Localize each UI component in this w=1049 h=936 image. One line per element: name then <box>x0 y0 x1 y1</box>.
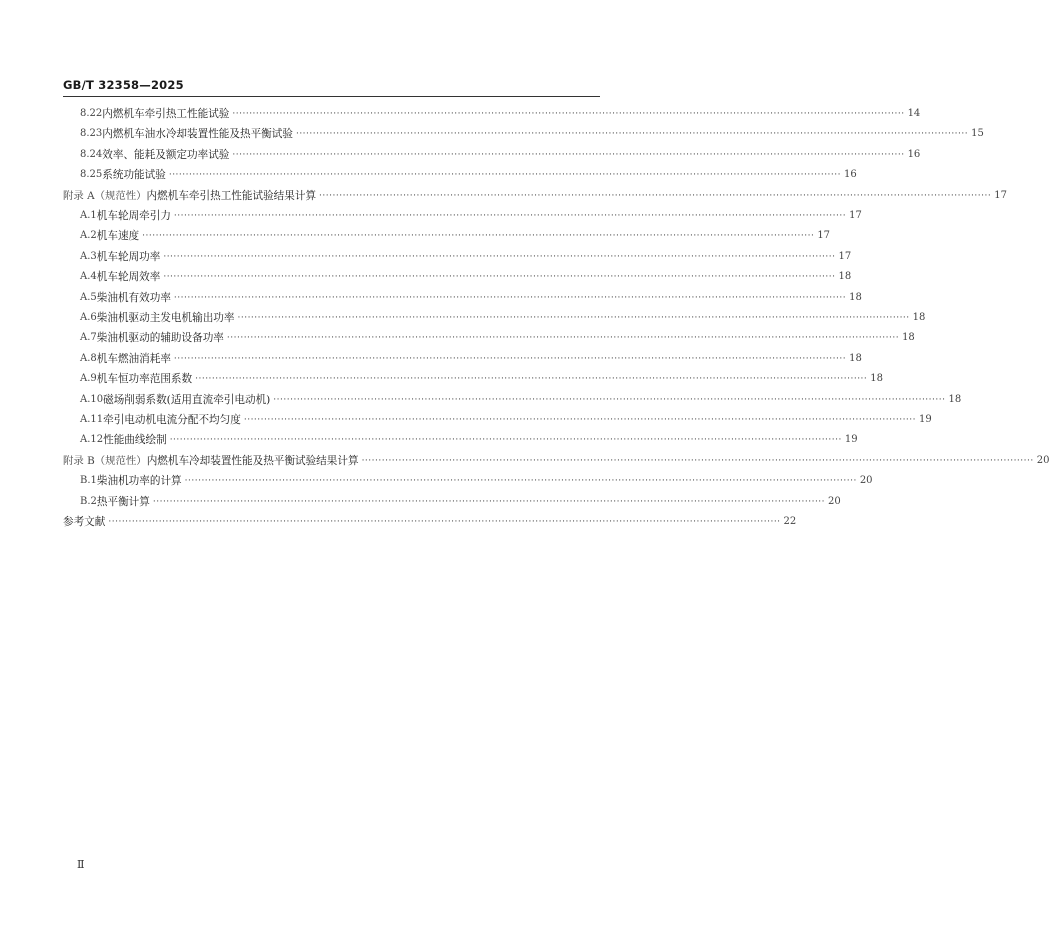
toc-entry-page: 18 <box>912 312 926 323</box>
toc-entry-title: 内燃机车油水冷却装置性能及热平衡试验 <box>102 128 293 141</box>
toc-entry-title: 柴油机驱动主发电机输出功率 <box>96 312 235 324</box>
toc-entry[interactable] <box>63 188 1007 204</box>
toc-dot-leader: ········································································································································································································ <box>184 476 857 487</box>
toc-entry-number: 8.24 <box>80 148 103 160</box>
toc-entry[interactable] <box>80 249 852 265</box>
toc-entry-title: 内燃机车牵引热工性能试验结果计算 <box>146 189 317 202</box>
toc-dot-leader: ········································································································································································································ <box>108 517 781 527</box>
toc-entry[interactable] <box>80 208 862 224</box>
toc-entry-number: B.1 <box>80 475 97 487</box>
toc-entry-title: 机车轮周牵引力 <box>96 210 171 222</box>
toc-entry-page: 17 <box>849 210 862 221</box>
toc-entry[interactable] <box>63 514 797 530</box>
toc-entry-title: 内燃机车冷却装置性能及热平衡试验结果计算 <box>146 454 359 467</box>
toc-dot-leader: ········································································································································································································ <box>163 272 836 283</box>
footer-page-number: Ⅱ <box>77 858 85 871</box>
toc-entry[interactable] <box>80 412 932 428</box>
toc-dot-leader: ········································································································································································································ <box>273 394 946 405</box>
toc-entry[interactable] <box>80 106 921 122</box>
toc-dot-leader: ········································································································································································································ <box>195 374 868 385</box>
toc-dot-leader: ········································································································································································································ <box>173 211 847 221</box>
toc-dot-leader: ········································································································································································································ <box>173 292 847 303</box>
toc-entry-number: A.10 <box>80 393 104 405</box>
toc-entry[interactable] <box>80 167 857 183</box>
toc-entry[interactable] <box>80 351 862 367</box>
toc-dot-leader: ········································································································································································································ <box>361 455 1034 466</box>
toc-entry-number: B.2 <box>80 495 97 507</box>
toc-entry-title: 柴油机功率的计算 <box>96 475 182 488</box>
toc-entry-page: 22 <box>783 516 797 527</box>
toc-dot-leader: ········································································································································································································ <box>163 251 836 262</box>
toc-dot-leader: ········································································································································································································ <box>142 231 815 242</box>
toc-entry-title: 柴油机驱动的辅助设备功率 <box>96 332 224 345</box>
toc-entry-page: 18 <box>838 271 852 283</box>
toc-entry[interactable] <box>80 228 831 244</box>
toc-entry-page: 19 <box>919 414 932 425</box>
toc-entry-page: 16 <box>844 169 857 181</box>
toc-entry-number: A.1 <box>80 210 97 221</box>
toc-dot-leader: ········································································································································································································ <box>168 170 841 181</box>
toc-entry[interactable] <box>80 473 873 489</box>
toc-entry-number: 附录 B（规范性） <box>63 454 147 467</box>
toc-entry-page: 18 <box>849 291 862 303</box>
toc-entry-page: 18 <box>902 332 915 344</box>
toc-entry-page: 17 <box>838 250 852 262</box>
toc-entry-title: 柴油机有效功率 <box>96 291 171 304</box>
toc-entry[interactable] <box>80 290 862 306</box>
toc-entry-number: A.9 <box>80 373 97 385</box>
toc-entry[interactable] <box>80 126 984 142</box>
toc-entry-title: 机车速度 <box>96 230 140 243</box>
toc-dot-leader: ········································································································································································································ <box>232 109 905 119</box>
toc-entry-page: 20 <box>859 475 873 487</box>
toc-entry-number: A.11 <box>80 414 104 425</box>
toc-entry-title: 磁场削弱系数(适用直流牵引电动机) <box>103 393 271 406</box>
toc-entry-title: 效率、能耗及额定功率试验 <box>102 148 230 161</box>
toc-dot-leader: ········································································································································································································ <box>173 353 847 364</box>
toc-entry[interactable] <box>80 310 926 326</box>
toc-dot-leader: ········································································································································································································ <box>226 333 900 344</box>
toc-entry[interactable] <box>63 453 1049 469</box>
toc-entry[interactable] <box>80 269 852 285</box>
toc-entry-title: 机车轮周功率 <box>96 250 161 263</box>
toc-dot-leader: ········································································································································································································ <box>243 415 917 425</box>
toc-entry-title: 机车燃油消耗率 <box>96 352 171 365</box>
toc-entry[interactable] <box>80 432 858 448</box>
toc-entry-number: A.8 <box>80 352 97 364</box>
toc-entry-number: A.4 <box>80 271 97 283</box>
toc-entry-page: 18 <box>948 393 962 405</box>
toc-entry-title: 内燃机车牵引热工性能试验 <box>102 108 230 120</box>
toc-entry-number: 8.22 <box>80 108 103 119</box>
toc-entry-page: 20 <box>1036 454 1049 466</box>
header-rule <box>63 96 600 97</box>
header-code: GB/T 32358—2025 <box>63 78 184 92</box>
toc-entry-title: 牵引电动机电流分配不均匀度 <box>103 414 241 426</box>
toc-entry-page: 15 <box>971 128 984 140</box>
toc-entry-number: A.5 <box>80 291 97 303</box>
toc-entry-title: 参考文献 <box>63 516 106 528</box>
toc-entry-title: 热平衡计算 <box>96 495 150 508</box>
toc-entry[interactable] <box>80 147 921 163</box>
toc-entry-page: 20 <box>828 495 841 507</box>
toc-entry-number: A.7 <box>80 332 97 344</box>
toc-entry-page: 16 <box>907 148 921 160</box>
toc-dot-leader: ········································································································································································································ <box>295 129 969 140</box>
toc-entry-page: 17 <box>994 189 1007 201</box>
toc-entry-page: 18 <box>849 352 862 364</box>
toc-entry-page: 19 <box>844 434 858 446</box>
toc-entry-number: A.2 <box>80 230 97 242</box>
toc-entry[interactable] <box>80 392 962 408</box>
toc-entry[interactable] <box>80 330 915 346</box>
toc-entry-title: 系统功能试验 <box>102 169 166 182</box>
toc-entry-page: 18 <box>870 373 884 385</box>
toc-entry-number: 附录 A（规范性） <box>63 189 147 202</box>
toc-dot-leader: ········································································································································································································ <box>169 435 842 446</box>
toc-entry-title: 机车轮周效率 <box>96 271 161 284</box>
toc-dot-leader: ········································································································································································································ <box>232 149 905 160</box>
toc-entry-number: 8.25 <box>80 169 103 181</box>
toc-dot-leader: ········································································································································································································ <box>319 190 992 201</box>
toc-entry-number: A.3 <box>80 250 97 262</box>
toc-dot-leader: ········································································································································································································ <box>152 496 826 507</box>
toc-entry-page: 17 <box>817 230 831 242</box>
toc-entry-number: 8.23 <box>80 128 103 140</box>
toc-entry-number: A.12 <box>80 434 104 446</box>
toc-entry-title: 性能曲线绘制 <box>103 434 167 447</box>
toc-entry-number: A.6 <box>80 312 97 323</box>
toc-entry[interactable] <box>80 494 841 510</box>
toc-entry[interactable] <box>80 371 884 387</box>
toc-entry-title: 机车恒功率范围系数 <box>96 373 193 386</box>
toc-entry-page: 14 <box>907 108 921 119</box>
toc-dot-leader: ········································································································································································································ <box>237 313 910 323</box>
